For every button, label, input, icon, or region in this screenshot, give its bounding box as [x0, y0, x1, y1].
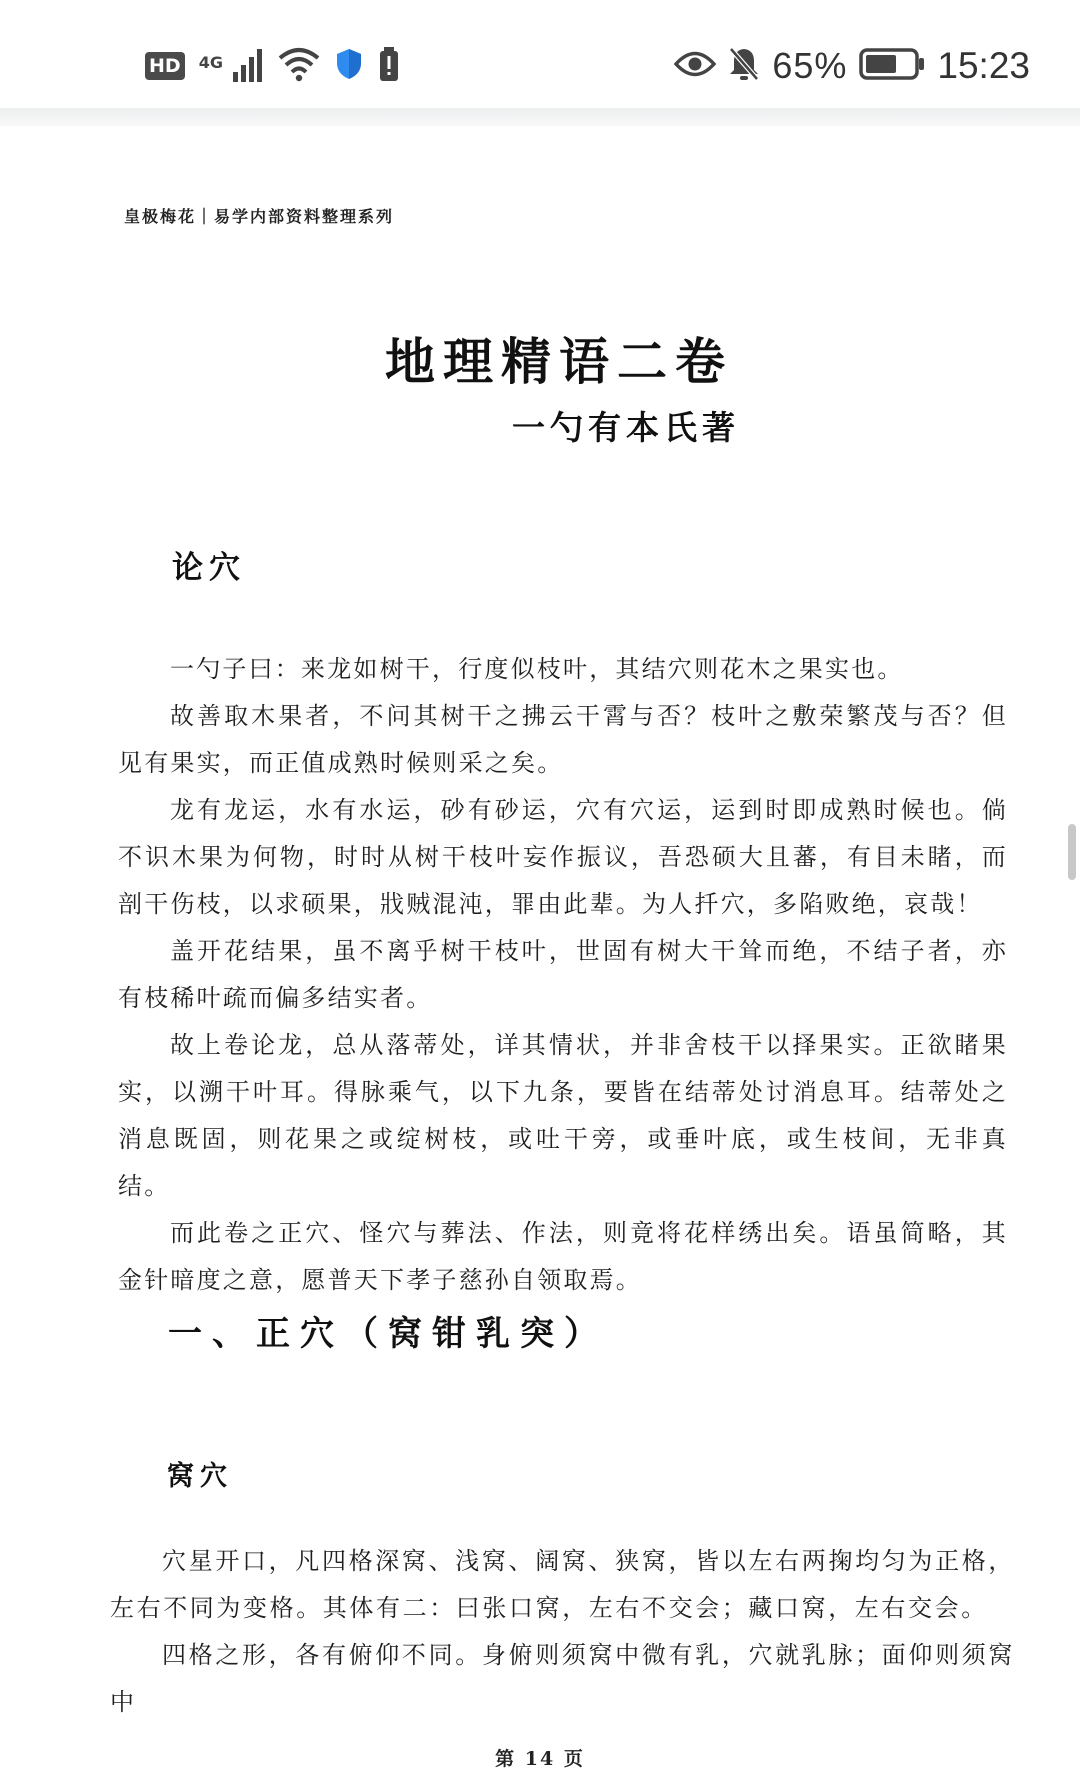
shield-icon [335, 48, 363, 84]
series-header: 皇极梅花｜易学内部资料整理系列 [124, 207, 395, 226]
paragraph: 龙有龙运，水有水运，砂有砂运，穴有穴运，运到时即成熟时候也。倘不识木果为何物，时时从树干枝叶妄作振议，吾恐硕大且蕃，有目未睹，而剖干伤枝，以求硕果，戕贼混沌，罪由此辈。为人扦穴，多陷败绝，哀哉！ [118, 796, 1008, 918]
document-page[interactable] [0, 126, 1080, 1778]
section-heading: 论穴 [172, 550, 246, 586]
paragraph: 盖开花结果，虽不离乎树干枝叶，世固有树大干耸而绝，不结子者，亦有枝稀叶疏而偏多结实者。 [118, 937, 1008, 1012]
subsection-body [110, 1538, 1015, 1726]
signal-4g-icon [199, 48, 263, 84]
clock-time: 15:23 [937, 45, 1030, 86]
paragraph: 一勺子曰：来龙如树干，行度似枝叶，其结穴则花木之果实也。 [170, 655, 904, 683]
page-number: 第 14 页 [495, 1748, 585, 1770]
book-title: 地理精语二卷 [385, 332, 733, 391]
mute-bell-icon [728, 46, 760, 86]
section-body [118, 646, 1008, 1304]
status-divider [0, 108, 1080, 126]
network-label: 4G [198, 53, 223, 72]
status-right-group [674, 40, 1030, 92]
paragraph: 穴星开口，凡四格深窝、浅窝、阔窝、狭窝，皆以左右两掬均匀为正格，左右不同为变格。其体有二：曰张口窝，左右不交会；藏口窝，左右交会。 [110, 1547, 1015, 1622]
paragraph: 故善取木果者，不问其树干之拂云干霄与否？枝叶之敷荣繁茂与否？但见有果实，而正值成熟时候则采之矣。 [118, 702, 1008, 777]
wifi-icon [277, 46, 321, 86]
paragraph: 四格之形，各有俯仰不同。身俯则须窝中微有乳，穴就乳脉；面仰则须窝中 [110, 1641, 1015, 1716]
status-left-group [145, 44, 401, 88]
battery-percent: 65% [772, 45, 848, 86]
sub-heading: 窝穴 [167, 1461, 233, 1492]
chapter-heading: 一、正穴（窝钳乳突） [168, 1314, 608, 1354]
book-author: 一勺有本氏著 [512, 408, 740, 447]
alert-icon [377, 46, 401, 86]
scrollbar-thumb[interactable] [1068, 824, 1076, 880]
eye-icon [674, 49, 716, 83]
battery-icon [859, 47, 925, 85]
status-bar [0, 0, 1080, 110]
hd-icon: HD [145, 52, 185, 80]
paragraph: 而此卷之正穴、怪穴与葬法、作法，则竟将花样绣出矣。语虽简略，其金针暗度之意，愿普天下孝子慈孙自领取焉。 [118, 1219, 1008, 1294]
paragraph: 故上卷论龙，总从落蒂处，详其情状，并非舍枝干以择果实。正欲睹果实，以溯干叶耳。得脉乘气，以下九条，要皆在结蒂处讨消息耳。结蒂处之消息既固，则花果之或绽树枝，或吐干旁，或垂叶底，或生枝间，无非真结。 [118, 1031, 1008, 1200]
